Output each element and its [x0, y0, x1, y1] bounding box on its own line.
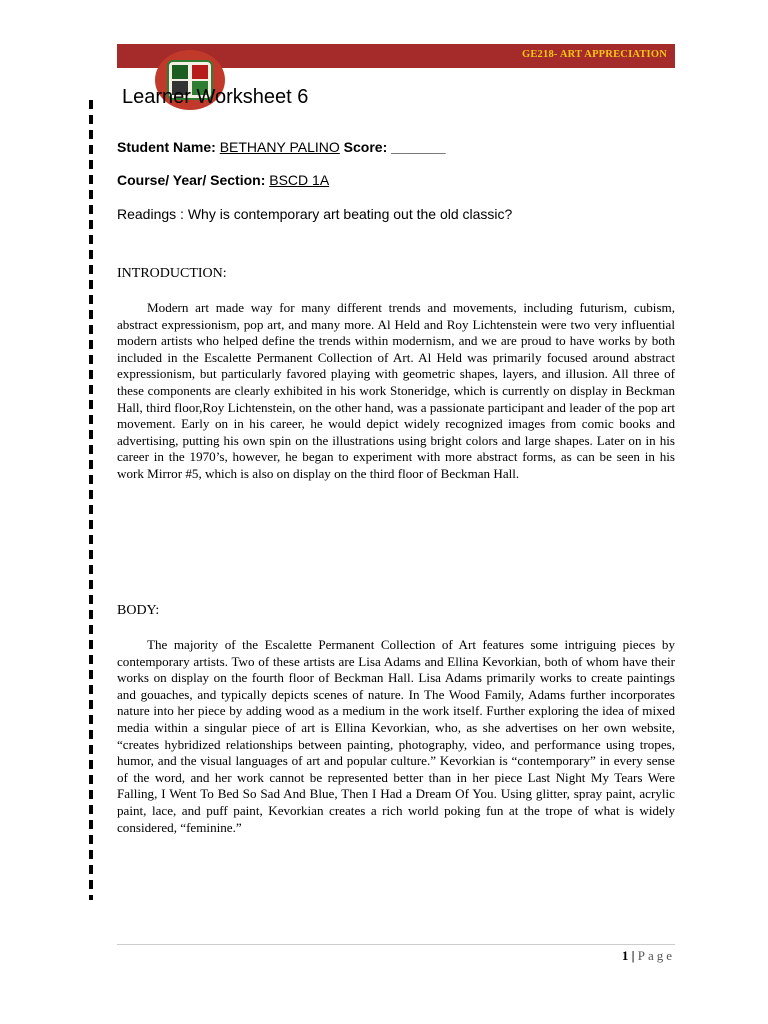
student-name-value: BETHANY PALINO: [219, 139, 340, 155]
student-name-label: Student Name:: [117, 139, 216, 155]
margin-dash-line: [89, 100, 93, 900]
introduction-paragraph: Modern art made way for many different trends and movements, including futurism, cubism, abstract expressionism, pop art, and many more. Al Held and Roy Lichtenstein were two very influential modern artists who helped define the trends within modernism, and we are proud to have works by both included in the Escalette Permanent Collection of Art. Al Held was primarily focused around abstract expressionism, but particularly favored playing with geometric shapes, layers, and illusion. All three of these components are clearly exhibited in his work Stoneridge, which is currently on display in Beckman Hall, third floor,Roy Lichtenstein, on the other hand, was a passionate participant and leader of the pop art movement. Early on in his career, he would depict widely recognized images from comic books and advertising, putting his own spin on the illustrations using bright colors and large shapes. Later on in his career in the 1970’s, however, he began to experiment with more abstract forms, as can be seen in his work Mirror #5, which is also on display on the third floor of Beckman Hall.: [117, 300, 675, 481]
course-label: Course/ Year/ Section:: [117, 172, 266, 188]
page-label: Page: [637, 948, 675, 963]
page-separator: |: [631, 948, 635, 963]
footer-rule: [117, 944, 675, 945]
body-heading: BODY:: [117, 603, 160, 618]
score-value: _______: [391, 139, 446, 155]
course-value: BSCD 1A: [269, 172, 330, 188]
introduction-heading: INTRODUCTION:: [117, 266, 227, 281]
page-number: 1: [621, 948, 629, 963]
student-name-row: [117, 139, 446, 155]
worksheet-title: Learner Worksheet 6: [122, 86, 309, 108]
course-row: [117, 172, 329, 188]
score-label: Score:: [343, 139, 388, 155]
page-footer: [622, 948, 675, 964]
body-paragraph: The majority of the Escalette Permanent Collection of Art features some intriguing pieces by contemporary artists. Two of these artists are Lisa Adams and Ellina Kevorkian, both of whom have their works on display on the fourth floor of Beckman Hall. Lisa Adams primarily works to create paintings and gouaches, and typically depicts scenes of nature. In The Wood Family, Adams further incorporates nature into her piece by adding wood as a medium in the work itself. Further exploring the idea of mixed media within a singular piece of art is Ellina Kevorkian, who, as she advertises on her own website, “creates hybridized relationships between painting, photography, video, and performance using tropes, humor, and the visual languages of art and popular culture.” Kevorkian is “contemporary” in every sense of the word, and her work cannot be represented better than in her piece Last Night My Tears Were Falling, I Went To Bed So Sad And Blue, Then I Had a Dream Of You. Using glitter, spray paint, acrylic paint, lace, and puff paint, Kevorkian creates a rich world poking fun at the trope of what is widely considered, “feminine.”: [117, 637, 675, 835]
course-code: GE218- ART APPRECIATION: [521, 49, 667, 60]
readings-line: Readings : Why is contemporary art beating out the old classic?: [117, 206, 513, 222]
